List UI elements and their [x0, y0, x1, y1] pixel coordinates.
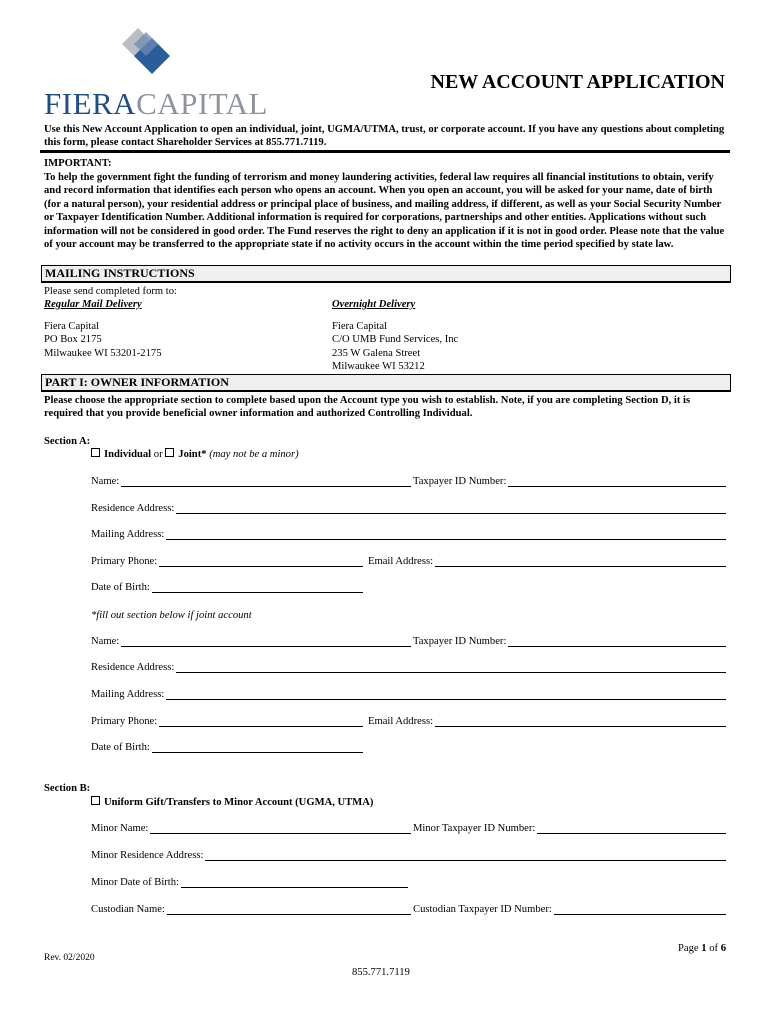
overnight-delivery-label: Overnight Delivery	[332, 299, 416, 310]
field-label: Minor Date of Birth:	[91, 877, 179, 888]
joint-name-input-line[interactable]	[121, 636, 411, 647]
field-label: Primary Phone:	[91, 716, 158, 727]
address-line: Milwaukee WI 53201-2175	[44, 347, 162, 359]
regular-mail-label: Regular Mail Delivery	[44, 299, 142, 310]
address-line: Milwaukee WI 53212	[332, 361, 425, 373]
individual-checkbox[interactable]	[91, 448, 100, 457]
joint-fill-note: *fill out section below if joint account	[91, 610, 252, 621]
joint-checkbox[interactable]	[165, 448, 174, 457]
logo-name: FIERA	[44, 86, 137, 121]
important-text: To help the government fight the funding of terrorism and money laundering activities, federal law requires all financial institutions to obtain, verify and record information that identifies each person who opens an account. When you open an account, you will be asked for your name, date of birth (for a natural person), your residential address or principal place of business, and mailing address, if different, as well as your Social Security Number or Taxpayer Identification Number. Additional information is required for corporations, partnerships and other entities. Applications without such information will not be considered in good order. The Fund reserves the right to deny an application if it is not in good order. Please note that the value of your account may be transferred to the appropriate state if no activity occurs in the account within the time period specified by state law.	[44, 172, 725, 251]
email-address-field[interactable]	[368, 556, 726, 567]
field-label: Date of Birth:	[91, 742, 150, 753]
page-total: 6	[720, 943, 726, 954]
joint-primary-phone-field[interactable]	[91, 716, 363, 727]
section-a-label: Section A:	[44, 436, 91, 447]
field-label: Date of Birth:	[91, 582, 150, 593]
joint-email-address-field[interactable]	[368, 716, 726, 727]
field-label: Custodian Name:	[91, 904, 165, 915]
joint-residence-address-field[interactable]	[91, 662, 726, 673]
joint-taxpayer-id-field[interactable]	[413, 636, 726, 647]
minor-taxpayer-id-field[interactable]	[413, 823, 726, 834]
address-line: 235 W Galena Street	[332, 347, 421, 359]
joint-primary-phone-input-line[interactable]	[159, 716, 363, 727]
address-line: Fiera Capital	[332, 321, 388, 332]
page-title: NEW ACCOUNT APPLICATION	[430, 71, 725, 93]
field-label: Residence Address:	[91, 503, 175, 514]
revision-date: Rev. 02/2020	[44, 953, 95, 963]
residence-address-field[interactable]	[91, 503, 726, 514]
divider	[40, 150, 730, 153]
custodian-taxpayer-id-field[interactable]	[413, 904, 726, 915]
field-label: Taxpayer ID Number:	[413, 636, 507, 647]
field-label: Minor Name:	[91, 823, 149, 834]
fiera-logo-icon	[122, 28, 174, 80]
page-current: 1	[701, 943, 707, 954]
primary-phone-input-line[interactable]	[159, 556, 363, 567]
minor-date-of-birth-field[interactable]	[91, 877, 408, 888]
taxpayer-id-field[interactable]	[413, 476, 726, 487]
custodian-name-input-line[interactable]	[167, 904, 411, 915]
account-type-options	[91, 448, 299, 461]
custodian-name-field[interactable]	[91, 904, 411, 915]
address-line: PO Box 2175	[44, 334, 102, 346]
field-label: Email Address:	[368, 716, 434, 727]
joint-date-of-birth-field[interactable]	[91, 742, 363, 753]
page-of: of	[709, 943, 719, 954]
regular-mail-address	[44, 320, 162, 360]
minor-taxpayer-id-input-line[interactable]	[537, 823, 726, 834]
minor-residence-address-field[interactable]	[91, 850, 726, 861]
field-label: Taxpayer ID Number:	[413, 476, 507, 487]
ugma-checkbox[interactable]	[91, 796, 100, 805]
date-of-birth-input-line[interactable]	[152, 582, 363, 593]
page-prefix: Page	[678, 943, 699, 954]
date-of-birth-field[interactable]	[91, 582, 363, 593]
individual-label: Individual	[104, 449, 152, 460]
joint-email-address-input-line[interactable]	[435, 716, 726, 727]
joint-mailing-address-field[interactable]	[91, 689, 726, 700]
field-label: Minor Residence Address:	[91, 850, 204, 861]
company-logo	[44, 86, 268, 122]
field-label: Residence Address:	[91, 662, 175, 673]
primary-phone-field[interactable]	[91, 556, 363, 567]
minor-residence-address-input-line[interactable]	[205, 850, 726, 861]
residence-address-input-line[interactable]	[176, 503, 726, 514]
mailing-address-input-line[interactable]	[166, 529, 726, 540]
mailing-instructions-header: MAILING INSTRUCTIONS	[41, 265, 731, 283]
minor-date-of-birth-input-line[interactable]	[181, 877, 408, 888]
part1-intro: Please choose the appropriate section to complete based upon the Account type you wish to establish. Note, if you are completing Section D, it is required that you provide beneficial owner information and authorized Controlling Individual.	[44, 395, 691, 420]
field-label: Email Address:	[368, 556, 434, 567]
field-label: Mailing Address:	[91, 529, 165, 540]
name-input-line[interactable]	[121, 476, 411, 487]
part1-header: PART I: OWNER INFORMATION	[41, 374, 731, 392]
field-label: Mailing Address:	[91, 689, 165, 700]
field-label: Name:	[91, 476, 120, 487]
joint-note: (may not be a minor)	[209, 449, 299, 460]
mailing-prompt: Please send completed form to:	[44, 286, 177, 297]
intro-text: Use this New Account Application to open an individual, joint, UGMA/UTMA, trust, or corporate account. If you have any questions about completing this form, please contact Shareholder Services at 855.771.7119.	[44, 124, 725, 149]
important-heading: IMPORTANT:	[44, 158, 112, 169]
field-label: Custodian Taxpayer ID Number:	[413, 904, 552, 915]
minor-name-input-line[interactable]	[150, 823, 411, 834]
joint-residence-address-input-line[interactable]	[176, 662, 726, 673]
field-label: Minor Taxpayer ID Number:	[413, 823, 536, 834]
name-field[interactable]	[91, 476, 411, 487]
footer-phone: 855.771.7119	[352, 967, 410, 978]
address-line: Fiera Capital	[44, 321, 100, 332]
logo-subname: CAPITAL	[136, 86, 268, 121]
custodian-taxpayer-id-input-line[interactable]	[554, 904, 726, 915]
joint-date-of-birth-input-line[interactable]	[152, 742, 363, 753]
field-label: Name:	[91, 636, 120, 647]
page-number	[678, 942, 726, 955]
overnight-address	[332, 320, 458, 374]
mailing-address-field[interactable]	[91, 529, 726, 540]
address-line: C/O UMB Fund Services, Inc	[332, 334, 459, 346]
joint-name-field[interactable]	[91, 636, 411, 647]
taxpayer-id-input-line[interactable]	[508, 476, 726, 487]
ugma-option	[91, 796, 373, 809]
or-text: or	[153, 449, 163, 460]
ugma-label: Uniform Gift/Transfers to Minor Account (UGMA, UTMA)	[104, 797, 374, 808]
field-label: Primary Phone:	[91, 556, 158, 567]
minor-name-field[interactable]	[91, 823, 411, 834]
joint-label: Joint*	[178, 449, 207, 460]
section-b-label: Section B:	[44, 783, 91, 794]
joint-taxpayer-id-input-line[interactable]	[508, 636, 726, 647]
email-address-input-line[interactable]	[435, 556, 726, 567]
joint-mailing-address-input-line[interactable]	[166, 689, 726, 700]
